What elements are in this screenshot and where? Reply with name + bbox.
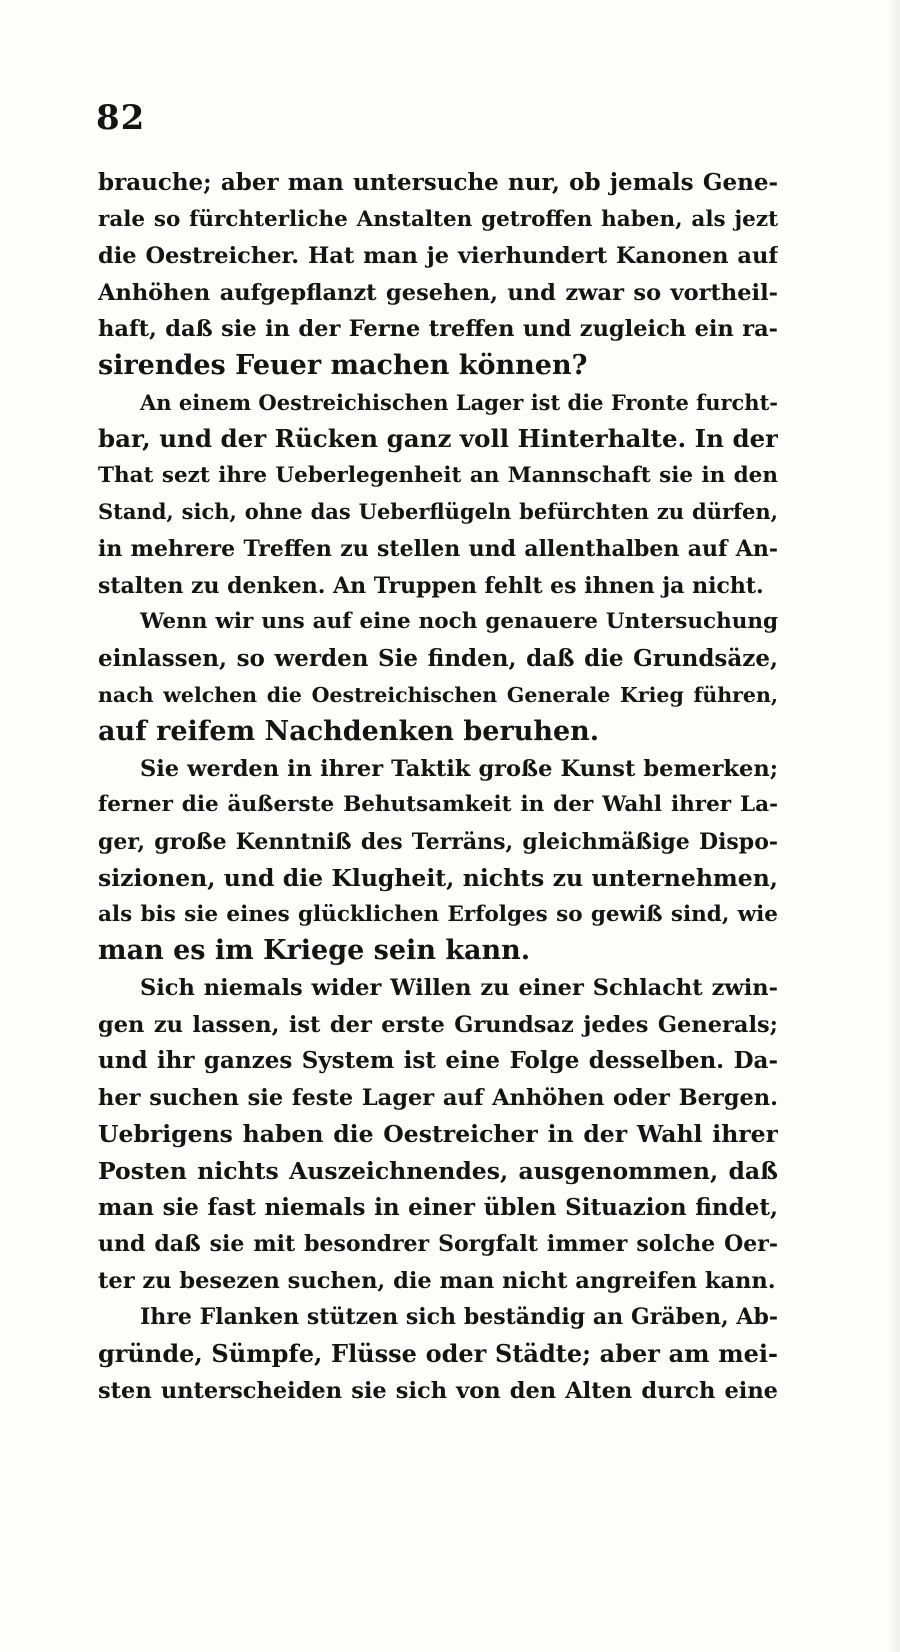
page-edge-shadow [886,0,900,1652]
text-line: her suchen sie feste Lager auf Anhöhen oder Bergen. [98,1084,778,1111]
text-line: That sezt ihre Ueberlegenheit an Mannschaft sie in den [98,462,778,488]
text-line: sirendes Feuer machen können? [98,349,588,381]
page-number: 82 [96,98,146,138]
text-line: Stand, sich, ohne das Ueberflügeln befürchten zu dürfen, [98,499,778,525]
text-line: rale so fürchterliche Anstalten getroffen haben, als jezt [98,206,778,232]
text-line: sten unterscheiden sie sich von den Alten durch eine [98,1377,778,1404]
text-line: gründe, Sümpfe, Flüsse oder Städte; aber am mei- [98,1339,778,1368]
text-line: nach welchen die Oestreichischen Generale Krieg führen, [98,683,778,708]
text-line: Posten nichts Auszeichnendes, ausgenommen, daß [98,1157,778,1186]
text-line: gen zu lassen, ist der erste Grundsaz jedes Generals; [98,1011,778,1038]
text-line: ger, große Kenntniß des Terräns, gleichmäßige Dispo- [98,828,778,855]
text-line: die Oestreicher. Hat man je vierhundert Kanonen auf [98,243,778,270]
text-line: Sie werden in ihrer Taktik große Kunst bemerken; [140,755,778,782]
text-line: An einem Oestreichischen Lager ist die Fronte furcht- [140,389,778,415]
text-line: in mehrere Treffen zu stellen und allenthalben auf An- [98,535,778,562]
text-line: haft, daß sie in der Ferne treffen und zugleich ein ra- [98,316,778,343]
text-line: und ihr ganzes System ist eine Folge desselben. Da- [98,1047,778,1075]
text-line: sizionen, und die Klugheit, nichts zu unternehmen, [98,864,778,893]
text-line: Wenn wir uns auf eine noch genauere Untersuchung [140,609,778,635]
text-line: Uebrigens haben die Oestreicher in der Wahl ihrer [98,1120,778,1149]
text-line: stalten zu denken. An Truppen fehlt es ihnen ja nicht. [98,572,764,599]
text-line: als bis sie eines glücklichen Erfolges so gewiß sind, wie [98,901,778,927]
text-line: und daß sie mit besondrer Sorgfalt immer solche Oer- [98,1231,778,1258]
text-line: Anhöhen aufgepflanzt gesehen, und zwar so vortheil- [98,279,778,306]
text-line: ter zu besezen suchen, die man nicht angreifen kann. [98,1267,776,1294]
text-line: bar, und der Rücken ganz voll Hinterhalte. In der [98,424,778,454]
text-line: man es im Kriege sein kann. [98,935,531,967]
text-line: man sie fast niemals in einer üblen Situazion findet, [98,1193,778,1221]
text-line: brauche; aber man untersuche nur, ob jemals Gene- [98,169,778,196]
text-line: Ihre Flanken stützen sich beständig an Gräben, Ab- [140,1304,778,1331]
text-line: ferner die äußerste Behutsamkeit in der Wahl ihrer La- [98,792,778,818]
text-line: Sich niemals wider Willen zu einer Schlacht zwin- [140,975,778,1002]
text-line: einlassen, so werden Sie finden, daß die Grundsäze, [98,644,778,672]
text-line: auf reifem Nachdenken beruhen. [98,715,600,747]
body-text [98,165,778,1409]
